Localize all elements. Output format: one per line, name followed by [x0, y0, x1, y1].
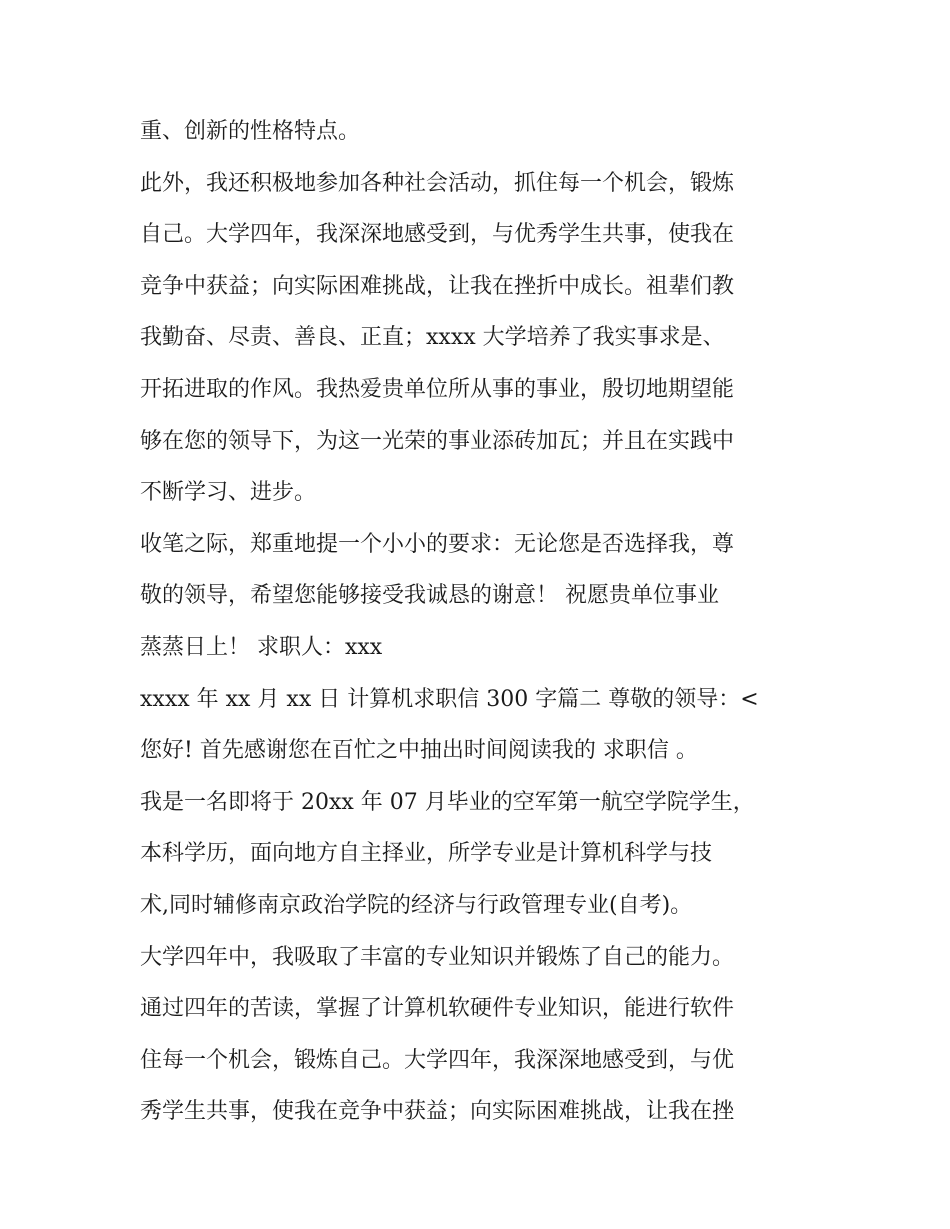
text-line: 够在您的领导下，为这一光荣的事业添砖加瓦；并且在实践中	[140, 428, 735, 454]
text-line: 竞争中获益；向实际困难挑战，让我在挫折中成长。祖辈们教	[140, 273, 735, 299]
text-line: 此外，我还积极地参加各种社会活动，抓住每一个机会，锻炼	[140, 170, 735, 196]
text-line: 我勤奋、尽责、善良、正直；xxxx 大学培养了我实事求是、	[140, 325, 725, 351]
text-line: 您好! 首先感谢您在百忙之中抽出时间阅读我的 求职信 。	[140, 738, 698, 764]
text-line: 自己。大学四年，我深深地感受到，与优秀学生共事，使我在	[140, 222, 735, 248]
text-line: 敬的领导，希望您能够接受我诚恳的谢意！ 祝愿贵单位事业	[140, 583, 719, 609]
text-line: 重、创新的性格特点。	[140, 119, 361, 144]
text-line: 秀学生共事，使我在竞争中获益；向实际困难挑战，让我在挫	[140, 1099, 735, 1125]
text-line: xxxx 年 xx 月 xx 日 计算机求职信 300 字篇二 尊敬的领导：<	[140, 686, 759, 712]
text-line: 本科学历，面向地方自主择业，所学专业是计算机科学与技	[140, 841, 713, 867]
text-line: 我是一名即将于 20xx 年 07 月毕业的空军第一航空学院学生，	[140, 789, 755, 815]
text-line: 术,同时辅修南京政治学院的经济与行政管理专业(自考)。	[140, 892, 693, 918]
text-line: 收笔之际，郑重地提一个小小的要求：无论您是否选择我，尊	[140, 531, 735, 557]
text-line: 蒸蒸日上！ 求职人：xxx	[140, 634, 383, 660]
text-line: 不断学习、进步。	[140, 480, 317, 506]
text-line: 住每一个机会，锻炼自己。大学四年，我深深地感受到，与优	[140, 1047, 735, 1073]
text-line: 开拓进取的作风。我热爱贵单位所从事的事业，殷切地期望能	[140, 376, 735, 402]
document-body	[140, 106, 830, 1138]
text-line: 通过四年的苦读，掌握了计算机软硬件专业知识，能进行软件	[140, 996, 735, 1022]
text-line: 大学四年中，我吸取了丰富的专业知识并锻炼了自己的能力。	[140, 944, 735, 970]
